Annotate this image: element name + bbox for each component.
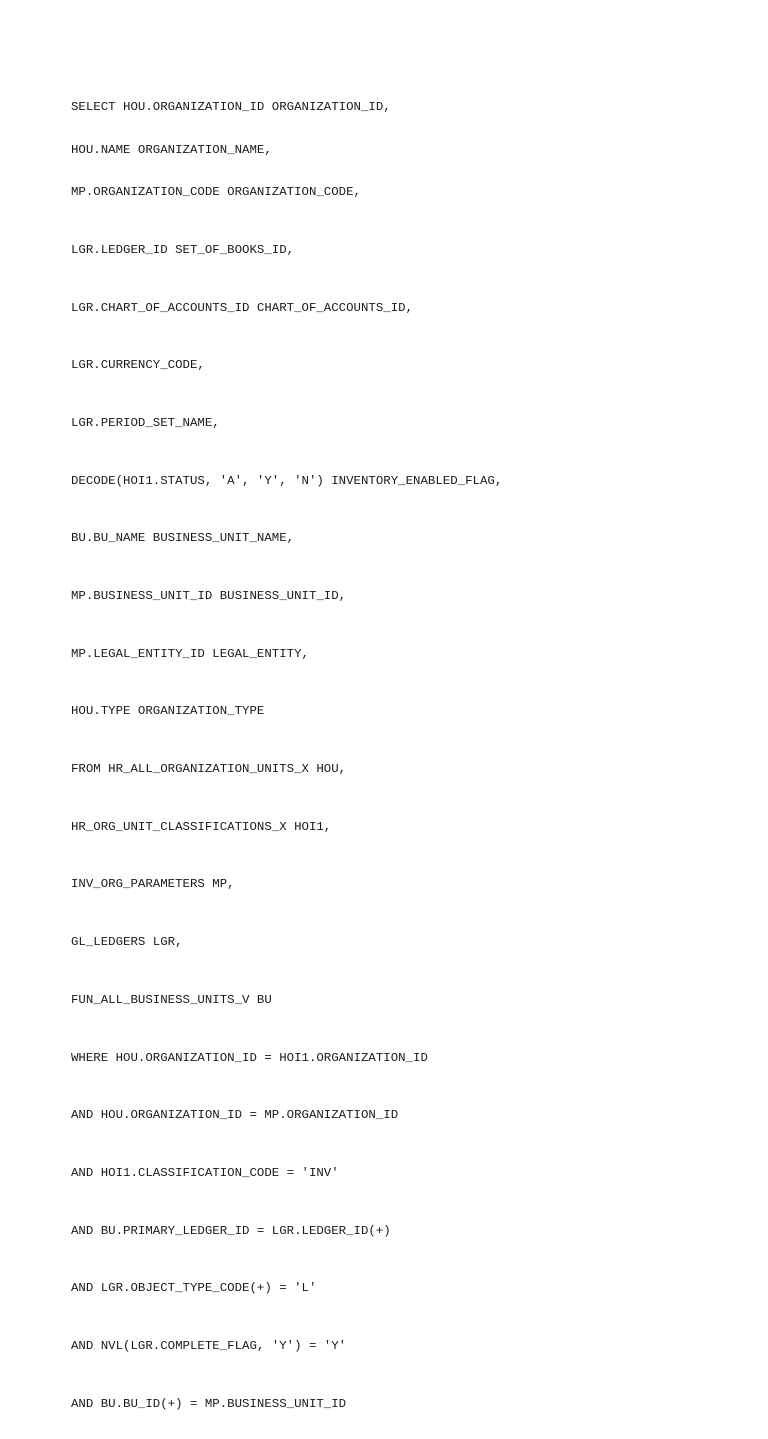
- sql-line: AND HOU.ORGANIZATION_ID = MP.ORGANIZATION_ID: [71, 1108, 399, 1123]
- sql-line: MP.LEGAL_ENTITY_ID LEGAL_ENTITY,: [71, 646, 309, 661]
- sql-line-where: WHERE HOU.ORGANIZATION_ID = HOI1.ORGANIZATION_ID: [71, 1050, 428, 1065]
- sql-line: MP.ORGANIZATION_CODE ORGANIZATION_CODE,: [71, 185, 361, 200]
- sql-line: LGR.PERIOD_SET_NAME,: [71, 415, 220, 430]
- sql-line: HOU.NAME ORGANIZATION_NAME,: [71, 142, 272, 157]
- sql-line: LGR.CHART_OF_ACCOUNTS_ID CHART_OF_ACCOUNTS_ID,: [71, 300, 414, 315]
- sql-line: HR_ORG_UNIT_CLASSIFICATIONS_X HOI1,: [71, 819, 332, 834]
- sql-query-text: [71, 72, 731, 1439]
- sql-line: FUN_ALL_BUSINESS_UNITS_V BU: [71, 992, 272, 1007]
- sql-line: BU.BU_NAME BUSINESS_UNIT_NAME,: [71, 531, 295, 546]
- sql-line: AND NVL(LGR.COMPLETE_FLAG, 'Y') = 'Y': [71, 1338, 347, 1353]
- sql-line: GL_LEDGERS LGR,: [71, 935, 183, 950]
- sql-line: LGR.CURRENCY_CODE,: [71, 358, 205, 373]
- sql-line: AND LGR.OBJECT_TYPE_CODE(+) = 'L': [71, 1281, 317, 1296]
- sql-line: AND HOI1.CLASSIFICATION_CODE = 'INV': [71, 1165, 339, 1180]
- sql-line: AND BU.BU_ID(+) = MP.BUSINESS_UNIT_ID: [71, 1396, 347, 1411]
- sql-line: LGR.LEDGER_ID SET_OF_BOOKS_ID,: [71, 242, 295, 257]
- sql-line-select: SELECT HOU.ORGANIZATION_ID ORGANIZATION_ID,: [71, 100, 391, 114]
- sql-line: DECODE(HOI1.STATUS, 'A', 'Y', 'N') INVENTORY_ENABLED_FLAG,: [71, 473, 503, 488]
- sql-line-from: FROM HR_ALL_ORGANIZATION_UNITS_X HOU,: [71, 762, 347, 777]
- sql-line: MP.BUSINESS_UNIT_ID BUSINESS_UNIT_ID,: [71, 589, 347, 603]
- sql-line: HOU.TYPE ORGANIZATION_TYPE: [71, 704, 265, 719]
- sql-line: INV_ORG_PARAMETERS MP,: [71, 877, 235, 892]
- sql-line: AND BU.PRIMARY_LEDGER_ID = LGR.LEDGER_ID(+): [71, 1223, 391, 1238]
